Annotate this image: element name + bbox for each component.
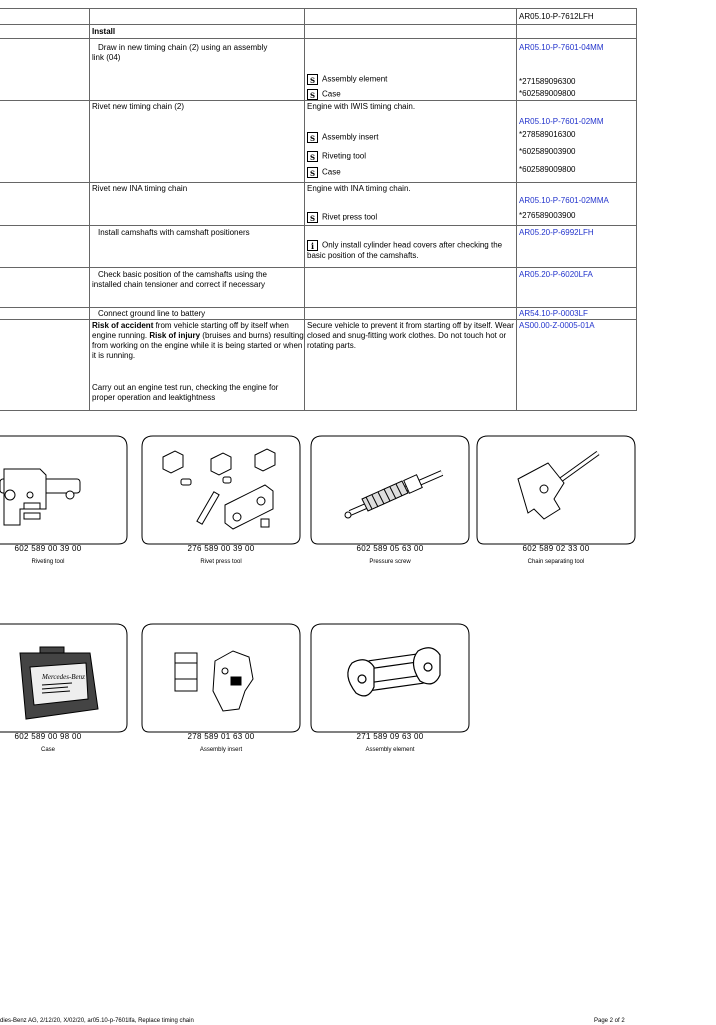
row-divider — [0, 182, 637, 183]
tool-icon: S — [307, 167, 318, 178]
step-text: Rivet new INA timing chain — [92, 184, 188, 193]
risk-text: Risk of accident from vehicle starting off by itself when engine running. Risk of injury (bruises and burns) resulting from working on the engine while it is being started or when it is running. — [92, 321, 304, 360]
tool-item: S Case — [307, 167, 341, 178]
tool-name: Rivet press tool — [200, 559, 242, 565]
case-icon — [0, 627, 120, 727]
tool-item: S Riveting tool — [307, 151, 366, 162]
part-number: 602 589 00 98 00 — [14, 732, 82, 741]
part-number: 271 589 09 63 00 — [356, 732, 424, 741]
reference-link[interactable]: AS00.00-Z-0005-01A — [519, 321, 595, 330]
rivet-press-tool-icon — [153, 439, 293, 539]
footer-document-info: dies-Benz AG, 2/12/20, X/02/20, ar05.10-p-7601lfa, Replace timing chain — [0, 1018, 194, 1024]
part-number: 276 589 00 39 00 — [187, 544, 255, 553]
part-number: *602589003900 — [519, 147, 576, 156]
svg-text:Mercedes-Benz: Mercedes-Benz — [42, 673, 85, 681]
tool-icon: S — [307, 151, 318, 162]
tool-card — [310, 435, 470, 565]
row-divider — [0, 225, 637, 226]
reference-link[interactable]: AR05.10-P-7601-04MM — [519, 43, 604, 52]
tool-icon: S — [307, 132, 318, 143]
part-number: 602 589 00 39 00 — [14, 544, 82, 553]
tool-card — [476, 435, 636, 565]
install-header: Install — [92, 27, 116, 36]
step-text: Connect ground line to battery — [98, 309, 206, 318]
tool-item: S Rivet press tool — [307, 212, 377, 223]
column-divider — [304, 8, 305, 410]
row-divider — [0, 307, 637, 308]
step-text: Install camshafts with camshaft positioners — [98, 228, 250, 237]
tool-card — [0, 623, 128, 753]
tool-card — [310, 623, 470, 753]
tool-item: S Case — [307, 89, 341, 100]
assembly-element-icon — [322, 627, 462, 727]
row-divider — [0, 24, 637, 25]
step-text: Check basic position of the camshafts using the installed chain tensioner and correct if necessary — [92, 270, 267, 289]
tool-name: Chain separating tool — [527, 559, 585, 565]
tool-item: S Assembly element — [307, 74, 387, 85]
reference-link[interactable]: AR05.20-P-6992LFH — [519, 228, 594, 237]
assembly-insert-icon — [153, 627, 293, 727]
reference-link[interactable]: AR05.10-P-7601-02MM — [519, 117, 604, 126]
column-divider — [89, 8, 90, 410]
part-number: *602589009800 — [519, 89, 576, 98]
row-divider — [0, 410, 637, 411]
tool-icon: S — [307, 89, 318, 100]
row-divider — [0, 319, 637, 320]
reference-link[interactable]: AR05.20-P-6020LFA — [519, 270, 593, 279]
step-text: Rivet new timing chain (2) — [92, 102, 185, 111]
info-icon: i — [307, 240, 318, 251]
followup-text: Carry out an engine test run, checking the engine for proper operation and leaktightness — [92, 383, 279, 402]
measure-text: Secure vehicle to prevent it from starting off by itself. Wear closed and snug-fitting work clothes. Do not touch hot or rotating parts. — [307, 321, 514, 350]
tool-name: Riveting tool — [31, 559, 65, 565]
chain-separating-tool-icon — [488, 439, 628, 539]
row-divider — [0, 267, 637, 268]
condition-text: Engine with IWIS timing chain. — [307, 102, 416, 111]
tool-item: S Assembly insert — [307, 132, 378, 143]
part-number: 278 589 01 63 00 — [187, 732, 255, 741]
note-text: i Only install cylinder head covers after checking the basic position of the camshafts. — [307, 240, 503, 260]
tool-icon: S — [307, 74, 318, 85]
part-number: 602 589 05 63 00 — [356, 544, 424, 553]
step-text: Draw in new timing chain (2) using an assembly link (04) — [92, 43, 268, 62]
tool-name: Case — [40, 747, 55, 753]
reference-link[interactable]: AR54.10-P-0003LF — [519, 309, 588, 318]
tool-icon: S — [307, 212, 318, 223]
part-number: *278589016300 — [519, 130, 576, 139]
riveting-tool-icon — [0, 439, 120, 539]
part-number: 602 589 02 33 00 — [522, 544, 590, 553]
condition-text: Engine with INA timing chain. — [307, 184, 411, 193]
part-number: *276589003900 — [519, 211, 576, 220]
tool-name: Assembly element — [365, 747, 415, 753]
top-reference: AR05.10-P-7612LFH — [519, 12, 594, 21]
reference-link[interactable]: AR05.10-P-7601-02MMA — [519, 196, 609, 205]
row-divider — [0, 100, 637, 101]
part-number: *602589009800 — [519, 165, 576, 174]
row-divider — [0, 38, 637, 39]
tool-card — [0, 435, 128, 565]
footer-page-number: Page 2 of 2 — [594, 1018, 625, 1024]
part-number: *271589096300 — [519, 77, 576, 86]
column-divider — [636, 8, 637, 410]
procedure-table — [0, 8, 637, 410]
tool-card — [141, 623, 301, 753]
pressure-screw-icon — [322, 439, 462, 539]
row-divider — [0, 8, 637, 9]
tool-name: Assembly insert — [199, 747, 243, 753]
tool-card — [141, 435, 301, 565]
tool-name: Pressure screw — [369, 559, 411, 565]
